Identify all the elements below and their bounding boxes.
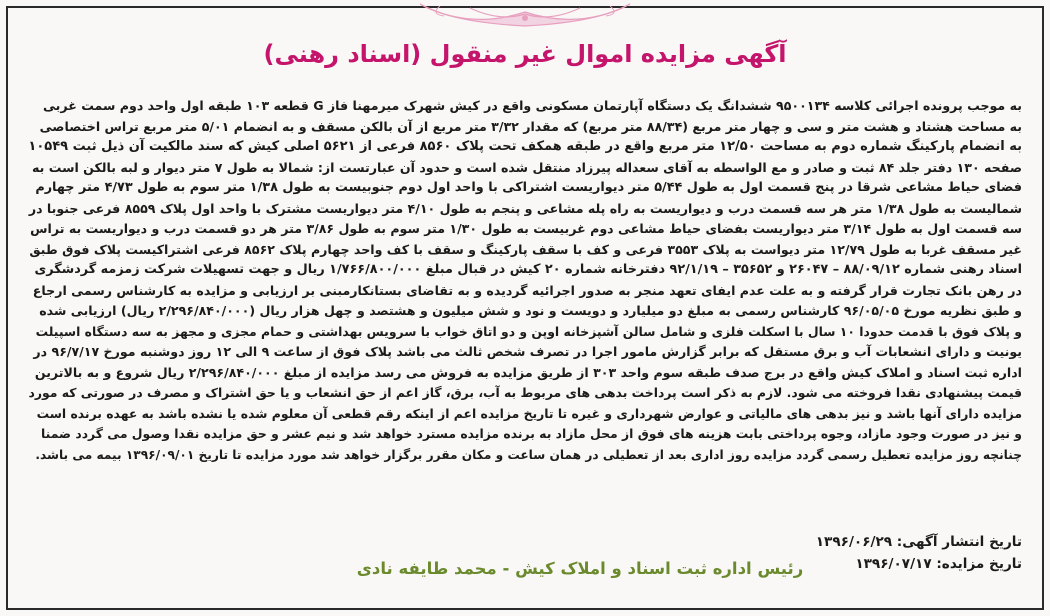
- body-line: در رهن بانک تجارت قرار گرفته و به علت عدم ایفای تعهد منجر به صدور اجرائیه گردیده و به تقاضای بستانکارمبنی بر ارزیابی و مزایده به کارشناس رسمی ارجاع: [32, 282, 1022, 298]
- body-line: و پلاک فوق با قدمت حدودا ۱۰ سال با اسکلت فلزی و شامل سالن آشپزخانه اوپن و دو اتاق خواب با سرویس بهداشتی و حمام مجزی و مجهز به سه دستگاه اسپیلت: [35, 323, 1022, 339]
- announcement-body: [28, 96, 1022, 465]
- body-line: سه قسمت اول به طول ۳/۱۴ متر دیواریست بفضای حیاط مشاعی دوم غربیست به طول ۱/۳۰ متر سوم به طول ۳/۸۶ متر هر دو قسمت درب و دیواریست به تراس: [30, 221, 1022, 236]
- body-line: شمالیست به طول ۱/۳۸ متر هر سه قسمت درب و دیواریست به راه پله مشاعی و پنجم به طول ۴/۱۰ متر دیواریست مشترک با واحد اول پلاک ۸۵۵۹ فرعی جنوبا در: [28, 200, 1022, 216]
- body-line: و نیز در صورت وجود مازاد، وجوه پرداختی بابت هزینه های فوق از محل مازاد به برنده مزایده مسترد خواهد شد و نیم عشر و حق مزایده نقدا وصول می گردد ضمنا: [41, 426, 1022, 441]
- body-line: اداره ثبت اسناد و املاک کیش واقع در برج صدف طبقه سوم واحد ۳۰۳ از طریق مزایده به فروش می رسد مزایده از مبلغ ۲/۲۹۶/۸۴۰/۰۰۰ ریال شروع و به بالاترین: [34, 364, 1022, 380]
- body-line: و طبق نظریه مورخ ۹۶/۰۵/۰۵ کارشناس رسمی به مبلغ دو میلیارد و دویست و نود و شش میلیون و هشتصد و چهل هزار ریال (۲/۲۹۶/۸۴۰/۰۰۰ ریال) ارزیابی شده: [39, 303, 1022, 318]
- body-line: اسناد رهنی شماره ۸۸/۰۹/۱۲ – ۲۶۰۴۷ و ۳۵۶۵۲ – ۹۲/۱/۱۹ دفترخانه شماره ۲۰ کیش در قبال مبلغ ۱/۷۶۶/۸۰۰/۰۰۰ ریال و جهت تسهیلات شرکت زمزمه گردشگری: [34, 262, 1022, 277]
- top-ornament: [0, 0, 1050, 44]
- dates-block: [816, 531, 1022, 575]
- body-line: مزایده دارای آنها باشد و نیز بدهی های مالیاتی و عوارض شهرداری و غیره تا تاریخ مزایده اعم از اینکه رقم قطعی آن معلوم شده یا نشده باشد به عهده برنده است: [36, 405, 1022, 421]
- auction-date: تاریخ مزایده: ۱۳۹۶/۰۷/۱۷: [855, 556, 1022, 572]
- body-line: یونیت و دارای انشعابات آب و برق مستقل که برابر گزارش مامور اجرا در تصرف شخص ثالث می باشد پلاک فوق از ساعت ۹ الی ۱۲ روز دوشنبه مورخ ۹۶/۷/۱۷ در: [33, 344, 1022, 359]
- publish-date: تاریخ انتشار آگهی: ۱۳۹۶/۰۶/۲۹: [815, 534, 1022, 550]
- body-line: به انضمام پارکینگ شماره دوم به مساحت ۱۲/۵۰ متر مربع واقع در طبقه همکف تحت پلاک ۸۵۶۰ فرعی از ۵۶۲۱ اصلی کیش که سند مالکیت آن ذیل ثبت ۱۰۵۴۹: [28, 139, 1022, 154]
- body-line: فضای حیاط مشاعی شرقا در پنج قسمت اول به طول ۵/۴۴ متر دیواریست اشتراکی با واحد اول دوم جنوبیست به طول ۱/۳۸ متر سوم به طول ۴/۷۳ متر چهارم: [35, 180, 1022, 195]
- body-line: غیر مسقف غربا به طول ۱۲/۷۹ متر دیواست به پلاک ۳۵۵۳ فرعی و کف با سقف پارکینگ و سقف با کف واحد چهارم پلاک ۸۵۶۲ فرعی اشتراکیست پلاک فوق طبق: [29, 241, 1022, 257]
- body-line: صفحه ۱۳۰ دفتر جلد ۸۴ ثبت و صادر و مع الواسطه به آقای سعداله پیرزاد منتقل شده است و حدود آن عبارتست از: شمالا به طول ۷ متر دیوار و لبه بالکن است به: [31, 159, 1022, 175]
- body-line: قیمت پیشنهادی نقدا فروخته می شود. لازم به ذکر است پرداخت بدهی های مربوط به آب، برق، گاز اعم از حق انشعاب و یا حق اشتراک و مصرف در صورتی که مورد: [28, 385, 1022, 400]
- body-line: به مساحت هشتاد و هشت متر و سی و چهار متر مربع (۸۸/۳۴ متر مربع) که مقدار ۳/۳۲ متر مربع از آن بالکن مسقف و به انضمام ۵/۰۱ متر مربع تراس اختصاصی: [39, 118, 1022, 134]
- signature: رئیس اداره ثبت اسناد و املاک کیش - محمد طایفه نادی: [356, 559, 804, 578]
- page-title: آگهی مزایده اموال غیر منقول (اسناد رهنی): [263, 40, 787, 68]
- body-line: به موجب پرونده اجرائی کلاسه ۹۵۰۰۱۳۴ ششدانگ یک دستگاه آپارتمان مسکونی واقع در کیش شهرک میرمهنا فاز G قطعه ۱۰۳ طبقه اول واحد دوم سمت غربی: [42, 98, 1022, 113]
- body-line: چنانچه روز مزایده تعطیل رسمی گردد مزایده روز اداری بعد از تعطیلی در همان ساعت و مکان مقرر برگزار خواهد شد مورد مزایده تا تاریخ ۱۳۹۶/۰۹/۰۱ بیمه می باشد.: [35, 447, 1022, 462]
